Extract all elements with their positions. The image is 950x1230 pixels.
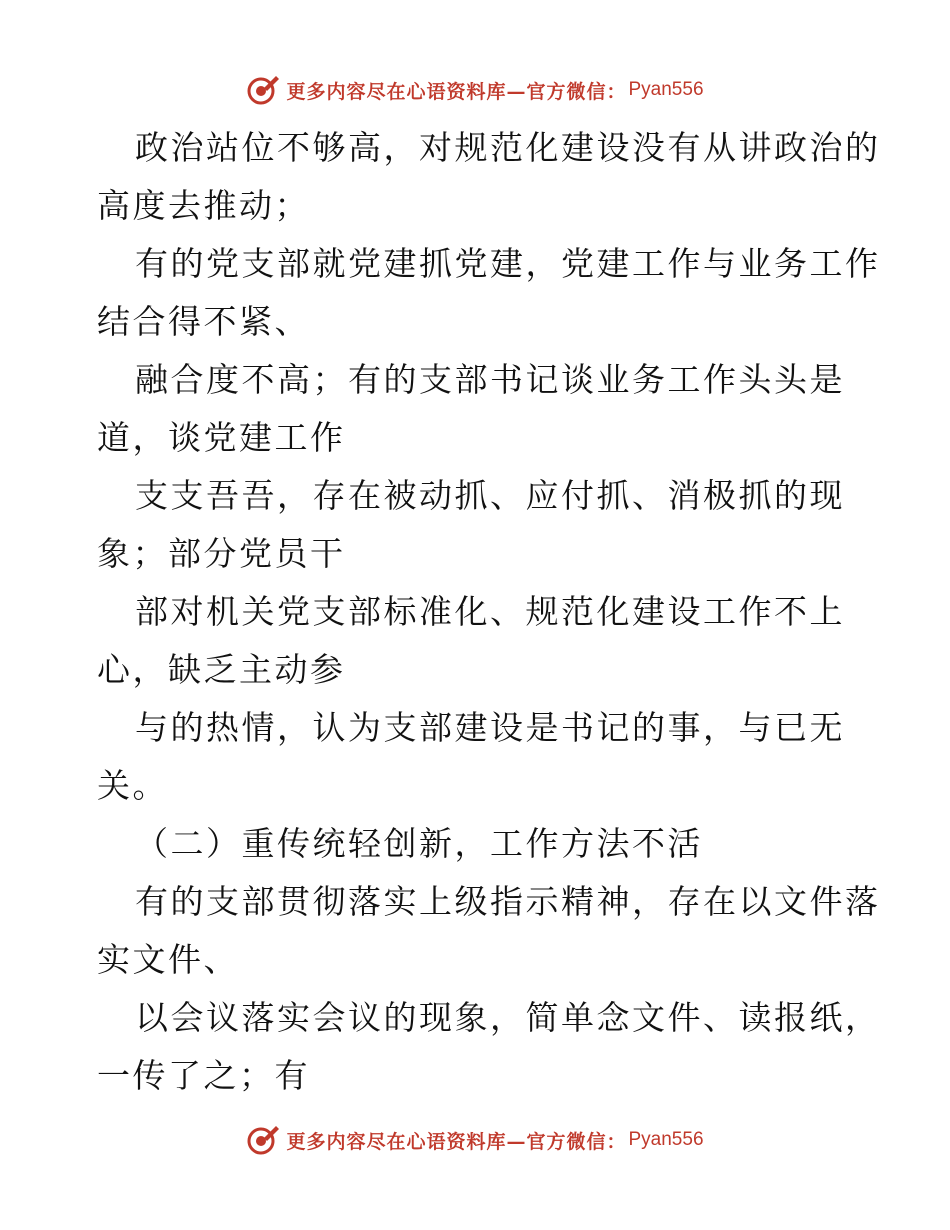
body-line: 与的热情，认为支部建设是书记的事，与已无 (135, 708, 845, 747)
body-line: 以会议落实会议的现象，简单念文件、读报纸， (135, 998, 881, 1037)
body-line: 融合度不高；有的支部书记谈业务工作头头是 (135, 360, 845, 399)
body-line: 关。 (97, 766, 168, 805)
body-line: 实文件、 (97, 940, 239, 979)
pen-logo-icon (246, 1123, 280, 1157)
footer-banner-id: Pyan556 (628, 1129, 704, 1150)
body-line: 象；部分党员干 (97, 534, 346, 573)
body-line: 心，缺乏主动参 (97, 650, 346, 689)
body-line: 支支吾吾，存在被动抓、应付抓、消极抓的现 (135, 476, 845, 515)
body-line: 高度去推动； (97, 186, 310, 225)
body-line: 结合得不紧、 (97, 302, 310, 341)
body-line: 部对机关党支部标准化、规范化建设工作不上 (135, 592, 845, 631)
header-banner (0, 70, 950, 110)
section-heading: （二）重传统轻创新，工作方法不活 (135, 824, 703, 863)
header-banner-id: Pyan556 (628, 79, 704, 100)
footer-banner (0, 1120, 950, 1160)
body-line: 政治站位不够高，对规范化建设没有从讲政治的 (135, 128, 881, 167)
body-line: 道，谈党建工作 (97, 418, 346, 457)
body-line: 有的支部贯彻落实上级指示精神，存在以文件落 (135, 882, 881, 921)
header-banner-text: 更多内容尽在心语资料库—官方微信： (286, 80, 627, 103)
footer-banner-text: 更多内容尽在心语资料库—官方微信： (286, 1130, 627, 1153)
body-line: 一传了之；有 (97, 1056, 310, 1095)
pen-logo-icon (246, 73, 280, 107)
body-line: 有的党支部就党建抓党建，党建工作与业务工作 (135, 244, 881, 283)
